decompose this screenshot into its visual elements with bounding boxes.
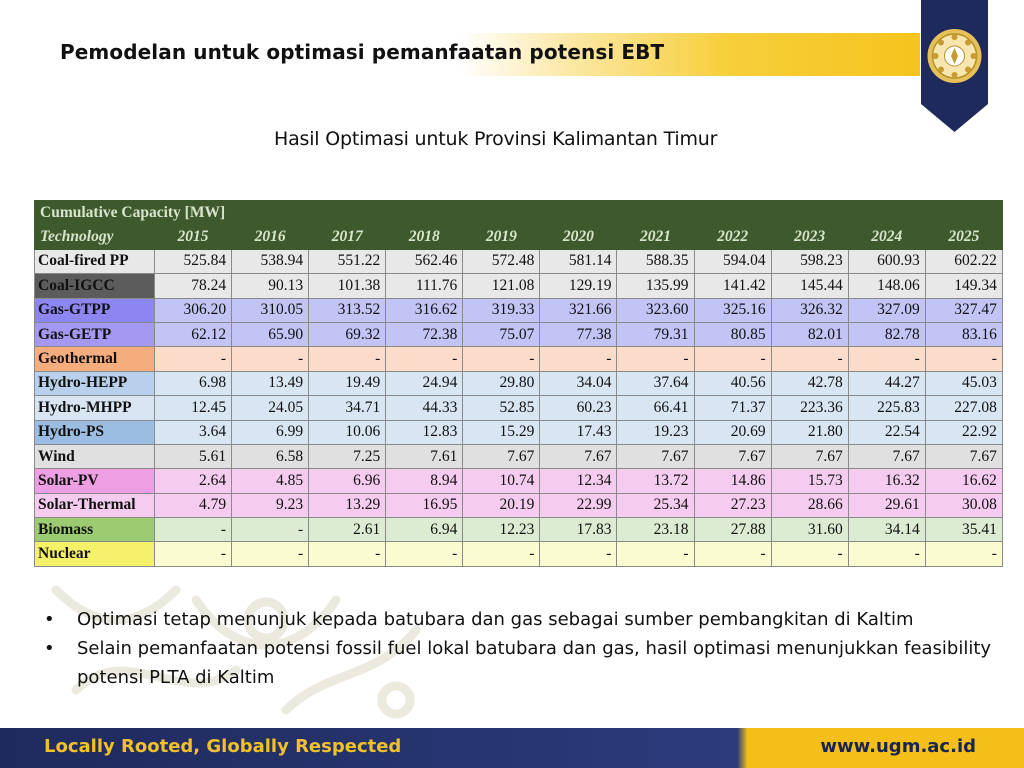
- table-cell: 6.96: [309, 469, 386, 493]
- bullet-list: [44, 605, 1019, 692]
- table-cell: 28.66: [771, 493, 848, 517]
- table-cell: 227.08: [925, 396, 1002, 420]
- table-cell: 19.49: [309, 371, 386, 395]
- table-cell: 316.62: [386, 298, 463, 322]
- row-technology-name: Solar-PV: [35, 469, 155, 493]
- table-cell: -: [540, 542, 617, 566]
- table-cell: -: [155, 347, 232, 371]
- table-subtitle: Hasil Optimasi untuk Provinsi Kalimantan Timur: [274, 128, 718, 150]
- table-cell: 6.99: [232, 420, 309, 444]
- table-cell: 538.94: [232, 249, 309, 273]
- table-cell: -: [771, 347, 848, 371]
- table-cell: 14.86: [694, 469, 771, 493]
- table-cell: -: [155, 518, 232, 542]
- table-cell: 10.74: [463, 469, 540, 493]
- table-cell: 29.80: [463, 371, 540, 395]
- table-cell: -: [848, 542, 925, 566]
- table-cell: 83.16: [925, 322, 1002, 346]
- footer-url[interactable]: www.ugm.ac.id: [820, 736, 976, 757]
- table-cell: 34.71: [309, 396, 386, 420]
- column-header-year: 2025: [925, 225, 1002, 249]
- table-cell: 45.03: [925, 371, 1002, 395]
- bullet-text: Optimasi tetap menunjuk kepada batubara dan gas sebagai sumber pembangkitan di Kaltim: [77, 609, 914, 630]
- table-cell: 17.83: [540, 518, 617, 542]
- table-cell: 31.60: [771, 518, 848, 542]
- table-cell: 6.94: [386, 518, 463, 542]
- table-cell: 20.19: [463, 493, 540, 517]
- table-cell: 24.05: [232, 396, 309, 420]
- column-header-year: 2021: [617, 225, 694, 249]
- table-cell: 13.49: [232, 371, 309, 395]
- table-cell: 7.67: [694, 444, 771, 468]
- page-title: Pemodelan untuk optimasi pemanfaatan potensi EBT: [60, 40, 665, 64]
- table-cell: 52.85: [463, 396, 540, 420]
- row-technology-name: Hydro-PS: [35, 420, 155, 444]
- table-row: [35, 371, 1003, 395]
- table-cell: 12.23: [463, 518, 540, 542]
- table-cell: 7.61: [386, 444, 463, 468]
- table-cell: 37.64: [617, 371, 694, 395]
- table-row: [35, 274, 1003, 298]
- table-cell: 21.80: [771, 420, 848, 444]
- table-cell: 223.36: [771, 396, 848, 420]
- table-cell: 16.95: [386, 493, 463, 517]
- table-cell: 525.84: [155, 249, 232, 273]
- table-cell: 20.69: [694, 420, 771, 444]
- table-cell: 16.62: [925, 469, 1002, 493]
- column-header-year: 2024: [848, 225, 925, 249]
- table-cell: -: [155, 542, 232, 566]
- table-cell: 34.14: [848, 518, 925, 542]
- table-cell: 588.35: [617, 249, 694, 273]
- table-row: [35, 518, 1003, 542]
- table-cell: -: [617, 347, 694, 371]
- table-row: [35, 444, 1003, 468]
- row-technology-name: Gas-GTPP: [35, 298, 155, 322]
- table-cell: 4.79: [155, 493, 232, 517]
- table-cell: 9.23: [232, 493, 309, 517]
- table-cell: 72.38: [386, 322, 463, 346]
- table-cell: 62.12: [155, 322, 232, 346]
- table-cell: 13.29: [309, 493, 386, 517]
- table-cell: 313.52: [309, 298, 386, 322]
- table-cell: 135.99: [617, 274, 694, 298]
- table-cell: 7.67: [771, 444, 848, 468]
- table-cell: 2.64: [155, 469, 232, 493]
- column-header-year: 2017: [309, 225, 386, 249]
- bullet-item: [44, 605, 1019, 634]
- column-header-year: 2019: [463, 225, 540, 249]
- bullet-item: [44, 634, 1019, 692]
- table-cell: 326.32: [771, 298, 848, 322]
- table-row: [35, 469, 1003, 493]
- table-cell: 10.06: [309, 420, 386, 444]
- table-row: [35, 347, 1003, 371]
- table-cell: 66.41: [617, 396, 694, 420]
- table-cell: 22.92: [925, 420, 1002, 444]
- table-cell: 572.48: [463, 249, 540, 273]
- table-cell: 12.45: [155, 396, 232, 420]
- row-technology-name: Wind: [35, 444, 155, 468]
- table-cell: 129.19: [540, 274, 617, 298]
- table-title-row: [35, 201, 1003, 225]
- table-cell: -: [617, 542, 694, 566]
- table-cell: -: [232, 542, 309, 566]
- column-header-technology: Technology: [35, 225, 155, 249]
- table-row: [35, 420, 1003, 444]
- table-row: [35, 396, 1003, 420]
- table-cell: 321.66: [540, 298, 617, 322]
- table-cell: 24.94: [386, 371, 463, 395]
- table-cell: -: [848, 347, 925, 371]
- table-cell: 121.08: [463, 274, 540, 298]
- table-cell: 77.38: [540, 322, 617, 346]
- table-cell: 15.29: [463, 420, 540, 444]
- table-cell: 323.60: [617, 298, 694, 322]
- table-cell: -: [771, 542, 848, 566]
- table-cell: 82.78: [848, 322, 925, 346]
- table-cell: -: [463, 542, 540, 566]
- table-cell: -: [232, 518, 309, 542]
- table-cell: 79.31: [617, 322, 694, 346]
- column-header-year: 2018: [386, 225, 463, 249]
- bullet-dot: •: [44, 609, 55, 630]
- table-cell: -: [386, 542, 463, 566]
- bullet-text: Selain pemanfaatan potensi fossil fuel lokal batubara dan gas, hasil optimasi menunjukkan feasibility potensi PLTA di Kaltim: [77, 638, 992, 688]
- table-cell: 19.23: [617, 420, 694, 444]
- table-cell: 148.06: [848, 274, 925, 298]
- row-technology-name: Gas-GETP: [35, 322, 155, 346]
- table-cell: 598.23: [771, 249, 848, 273]
- row-technology-name: Hydro-HEPP: [35, 371, 155, 395]
- table-cell: 3.64: [155, 420, 232, 444]
- table-cell: 23.18: [617, 518, 694, 542]
- table-cell: 111.76: [386, 274, 463, 298]
- table-cell: 82.01: [771, 322, 848, 346]
- row-technology-name: Geothermal: [35, 347, 155, 371]
- column-header-year: 2016: [232, 225, 309, 249]
- table-cell: 80.85: [694, 322, 771, 346]
- table-cell: 75.07: [463, 322, 540, 346]
- ugm-emblem-icon: [921, 0, 988, 132]
- table-cell: 35.41: [925, 518, 1002, 542]
- table-cell: 602.22: [925, 249, 1002, 273]
- table-cell: 325.16: [694, 298, 771, 322]
- table-cell: 7.67: [848, 444, 925, 468]
- table-cell: 71.37: [694, 396, 771, 420]
- row-technology-name: Solar-Thermal: [35, 493, 155, 517]
- table-cell: -: [925, 347, 1002, 371]
- table-cell: 8.94: [386, 469, 463, 493]
- table-cell: 319.33: [463, 298, 540, 322]
- table-cell: 2.61: [309, 518, 386, 542]
- table-cell: 145.44: [771, 274, 848, 298]
- table-cell: 101.38: [309, 274, 386, 298]
- table-cell: 27.23: [694, 493, 771, 517]
- table-cell: -: [694, 347, 771, 371]
- table-cell: 600.93: [848, 249, 925, 273]
- row-technology-name: Coal-IGCC: [35, 274, 155, 298]
- table-cell: 581.14: [540, 249, 617, 273]
- table-row: [35, 298, 1003, 322]
- table-header-row: [35, 225, 1003, 249]
- row-technology-name: Nuclear: [35, 542, 155, 566]
- table-cell: -: [540, 347, 617, 371]
- table-cell: -: [925, 542, 1002, 566]
- table-cell: 6.58: [232, 444, 309, 468]
- table-cell: 16.32: [848, 469, 925, 493]
- row-technology-name: Hydro-MHPP: [35, 396, 155, 420]
- table-cell: 25.34: [617, 493, 694, 517]
- table-cell: 7.67: [463, 444, 540, 468]
- table-cell: 7.67: [617, 444, 694, 468]
- table-cell: 327.47: [925, 298, 1002, 322]
- table-cell: 78.24: [155, 274, 232, 298]
- table-cell: -: [309, 347, 386, 371]
- table-cell: 44.33: [386, 396, 463, 420]
- table-cell: 12.83: [386, 420, 463, 444]
- table-cell: 90.13: [232, 274, 309, 298]
- table-cell: 310.05: [232, 298, 309, 322]
- table-cell: 42.78: [771, 371, 848, 395]
- table-cell: 225.83: [848, 396, 925, 420]
- table-cell: 141.42: [694, 274, 771, 298]
- table-row: [35, 493, 1003, 517]
- table-cell: -: [463, 347, 540, 371]
- table-cell: 551.22: [309, 249, 386, 273]
- table-cell: 7.67: [925, 444, 1002, 468]
- table-row: [35, 322, 1003, 346]
- table-cell: -: [309, 542, 386, 566]
- table-cell: -: [232, 347, 309, 371]
- row-technology-name: Coal-fired PP: [35, 249, 155, 273]
- table-cell: 17.43: [540, 420, 617, 444]
- capacity-table: [34, 200, 1002, 567]
- footer-tagline: Locally Rooted, Globally Respected: [44, 736, 402, 757]
- table-cell: 12.34: [540, 469, 617, 493]
- table-cell: 34.04: [540, 371, 617, 395]
- table-row: [35, 249, 1003, 273]
- table-cell: 327.09: [848, 298, 925, 322]
- bullet-dot: •: [44, 638, 55, 659]
- table-cell: 69.32: [309, 322, 386, 346]
- table-cell: 7.67: [540, 444, 617, 468]
- table-cell: -: [386, 347, 463, 371]
- table-cell: 149.34: [925, 274, 1002, 298]
- table-title: Cumulative Capacity [MW]: [35, 201, 1003, 225]
- table-cell: -: [694, 542, 771, 566]
- table-cell: 22.54: [848, 420, 925, 444]
- table-cell: 562.46: [386, 249, 463, 273]
- table-cell: 4.85: [232, 469, 309, 493]
- column-header-year: 2020: [540, 225, 617, 249]
- table-cell: 22.99: [540, 493, 617, 517]
- column-header-year: 2022: [694, 225, 771, 249]
- table-cell: 44.27: [848, 371, 925, 395]
- table-cell: 65.90: [232, 322, 309, 346]
- table-cell: 7.25: [309, 444, 386, 468]
- row-technology-name: Biomass: [35, 518, 155, 542]
- table-cell: 15.73: [771, 469, 848, 493]
- column-header-year: 2023: [771, 225, 848, 249]
- table-cell: 6.98: [155, 371, 232, 395]
- table-cell: 29.61: [848, 493, 925, 517]
- table-cell: 60.23: [540, 396, 617, 420]
- table-cell: 13.72: [617, 469, 694, 493]
- table-cell: 5.61: [155, 444, 232, 468]
- table-cell: 40.56: [694, 371, 771, 395]
- table-cell: 594.04: [694, 249, 771, 273]
- table-cell: 306.20: [155, 298, 232, 322]
- table-cell: 30.08: [925, 493, 1002, 517]
- column-header-year: 2015: [155, 225, 232, 249]
- table-cell: 27.88: [694, 518, 771, 542]
- table-row: [35, 542, 1003, 566]
